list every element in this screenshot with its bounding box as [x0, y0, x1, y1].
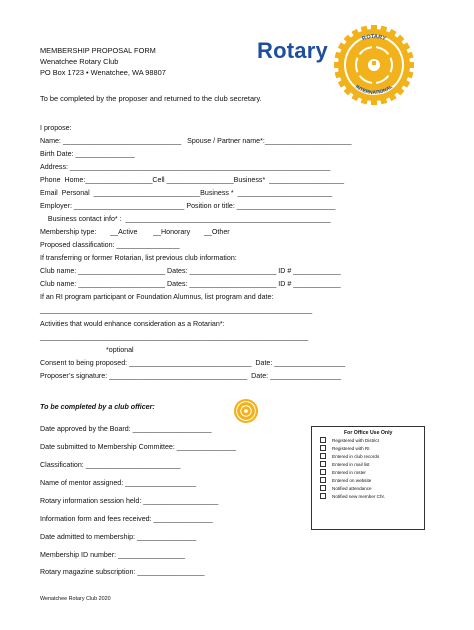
checkbox-icon[interactable]: [320, 493, 326, 499]
proposer-line: Proposer’s signature: ___________________________________ Date: __________________: [40, 372, 342, 380]
club-address: PO Box 1723 • Wenatchee, WA 98807: [40, 68, 166, 77]
proposer-line: Membership type: __Active __Honorary __Other: [40, 228, 230, 236]
officer-line: Membership ID number: _________________: [40, 551, 186, 559]
proposer-line: I propose:: [40, 124, 72, 132]
instructions-text: To be completed by the proposer and returned to the club secretary.: [40, 94, 262, 103]
office-use-title: For Office Use Only: [344, 430, 393, 436]
office-use-item-label: Notified new member Chr.: [332, 494, 386, 499]
office-use-item: [320, 453, 420, 461]
office-use-item-label: Entered on website: [332, 478, 372, 483]
office-use-box: [311, 426, 425, 530]
officer-line: Rotary magazine subscription: _________________: [40, 568, 205, 576]
proposer-line: Consent to being proposed: _______________________________ Date: __________________: [40, 359, 346, 367]
office-use-item-label: Entered in mail list: [332, 462, 370, 467]
proposer-line: Email Personal ___________________________Business * ________________________: [40, 189, 333, 197]
proposer-line: Employer: ____________________________ Position or title: _________________________: [40, 202, 336, 210]
office-use-item-label: Entered in roster: [332, 470, 366, 475]
office-use-item: [320, 437, 420, 445]
officer-line: Date admitted to membership: _______________: [40, 533, 197, 541]
office-use-item-label: Entered in club records: [332, 454, 380, 459]
proposer-line: *optional: [106, 346, 134, 354]
proposer-line: If transferring or former Rotarian, list previous club information:: [40, 254, 237, 262]
officer-line: Rotary information session held: ___________________: [40, 497, 219, 505]
officer-line: Date submitted to Membership Committee: _______________: [40, 443, 236, 451]
proposer-line: Name: ______________________________ Spouse / Partner name*:______________________: [40, 137, 352, 145]
proposer-line: Proposed classification: ________________: [40, 241, 180, 249]
checkbox-icon[interactable]: [320, 453, 326, 459]
proposer-line: Business contact info* : ____________________________________________________: [40, 215, 331, 223]
checkbox-icon[interactable]: [320, 461, 326, 467]
proposer-line: ____________________________________________________________________: [40, 333, 309, 341]
checkbox-icon[interactable]: [320, 469, 326, 475]
office-use-item: [320, 485, 420, 493]
wheel-text-bottom: INTERNATIONAL: [354, 84, 394, 97]
proposer-line: Activities that would enhance consideration as a Rotarian*:: [40, 320, 225, 328]
rotary-wheel-logo-icon: [333, 24, 415, 106]
checkbox-icon[interactable]: [320, 445, 326, 451]
proposer-line: Address: __________________________________________________________________: [40, 163, 331, 171]
officer-line: Classification: ________________________: [40, 461, 181, 469]
office-use-item-label: Registered with District: [332, 438, 379, 443]
proposer-line: Club name: ______________________ Dates: ______________________ ID # ____________: [40, 280, 341, 288]
club-name: Wenatchee Rotary Club: [40, 57, 119, 66]
proposer-line: Club name: ______________________ Dates: ______________________ ID # ____________: [40, 267, 341, 275]
office-use-item: [320, 461, 420, 469]
form-title: MEMBERSHIP PROPOSAL FORM: [40, 46, 156, 55]
officer-line: Name of mentor assigned: __________________: [40, 479, 197, 487]
office-use-item-label: Notified attendance: [332, 486, 372, 491]
office-use-item: [320, 469, 420, 477]
office-use-item-label: Registered with RI: [332, 446, 370, 451]
office-use-item: [320, 445, 420, 453]
proposer-line: Phone Home:_________________Cell _________________Business* ___________________: [40, 176, 345, 184]
proposer-line: Birth Date: _______________: [40, 150, 135, 158]
officer-line: Information form and fees received: _______________: [40, 515, 213, 523]
officer-section-heading: To be completed by a club officer:: [40, 403, 155, 411]
proposer-line: _____________________________________________________________________: [40, 306, 313, 314]
checkbox-icon[interactable]: [320, 477, 326, 483]
wheel-text-top: ROTARY: [361, 33, 387, 43]
small-rotary-wheel-icon: [233, 398, 259, 424]
footer-text: Wenatchee Rotary Club 2020: [40, 596, 111, 602]
proposer-line: If an RI program participant or Foundation Alumnus, list program and date:: [40, 293, 274, 301]
rotary-logo-text: Rotary: [257, 38, 328, 63]
checkbox-icon[interactable]: [320, 485, 326, 491]
checkbox-icon[interactable]: [320, 437, 326, 443]
office-use-item: [320, 493, 420, 501]
officer-line: Date approved by the Board: ____________________: [40, 425, 212, 433]
office-use-item: [320, 477, 420, 485]
